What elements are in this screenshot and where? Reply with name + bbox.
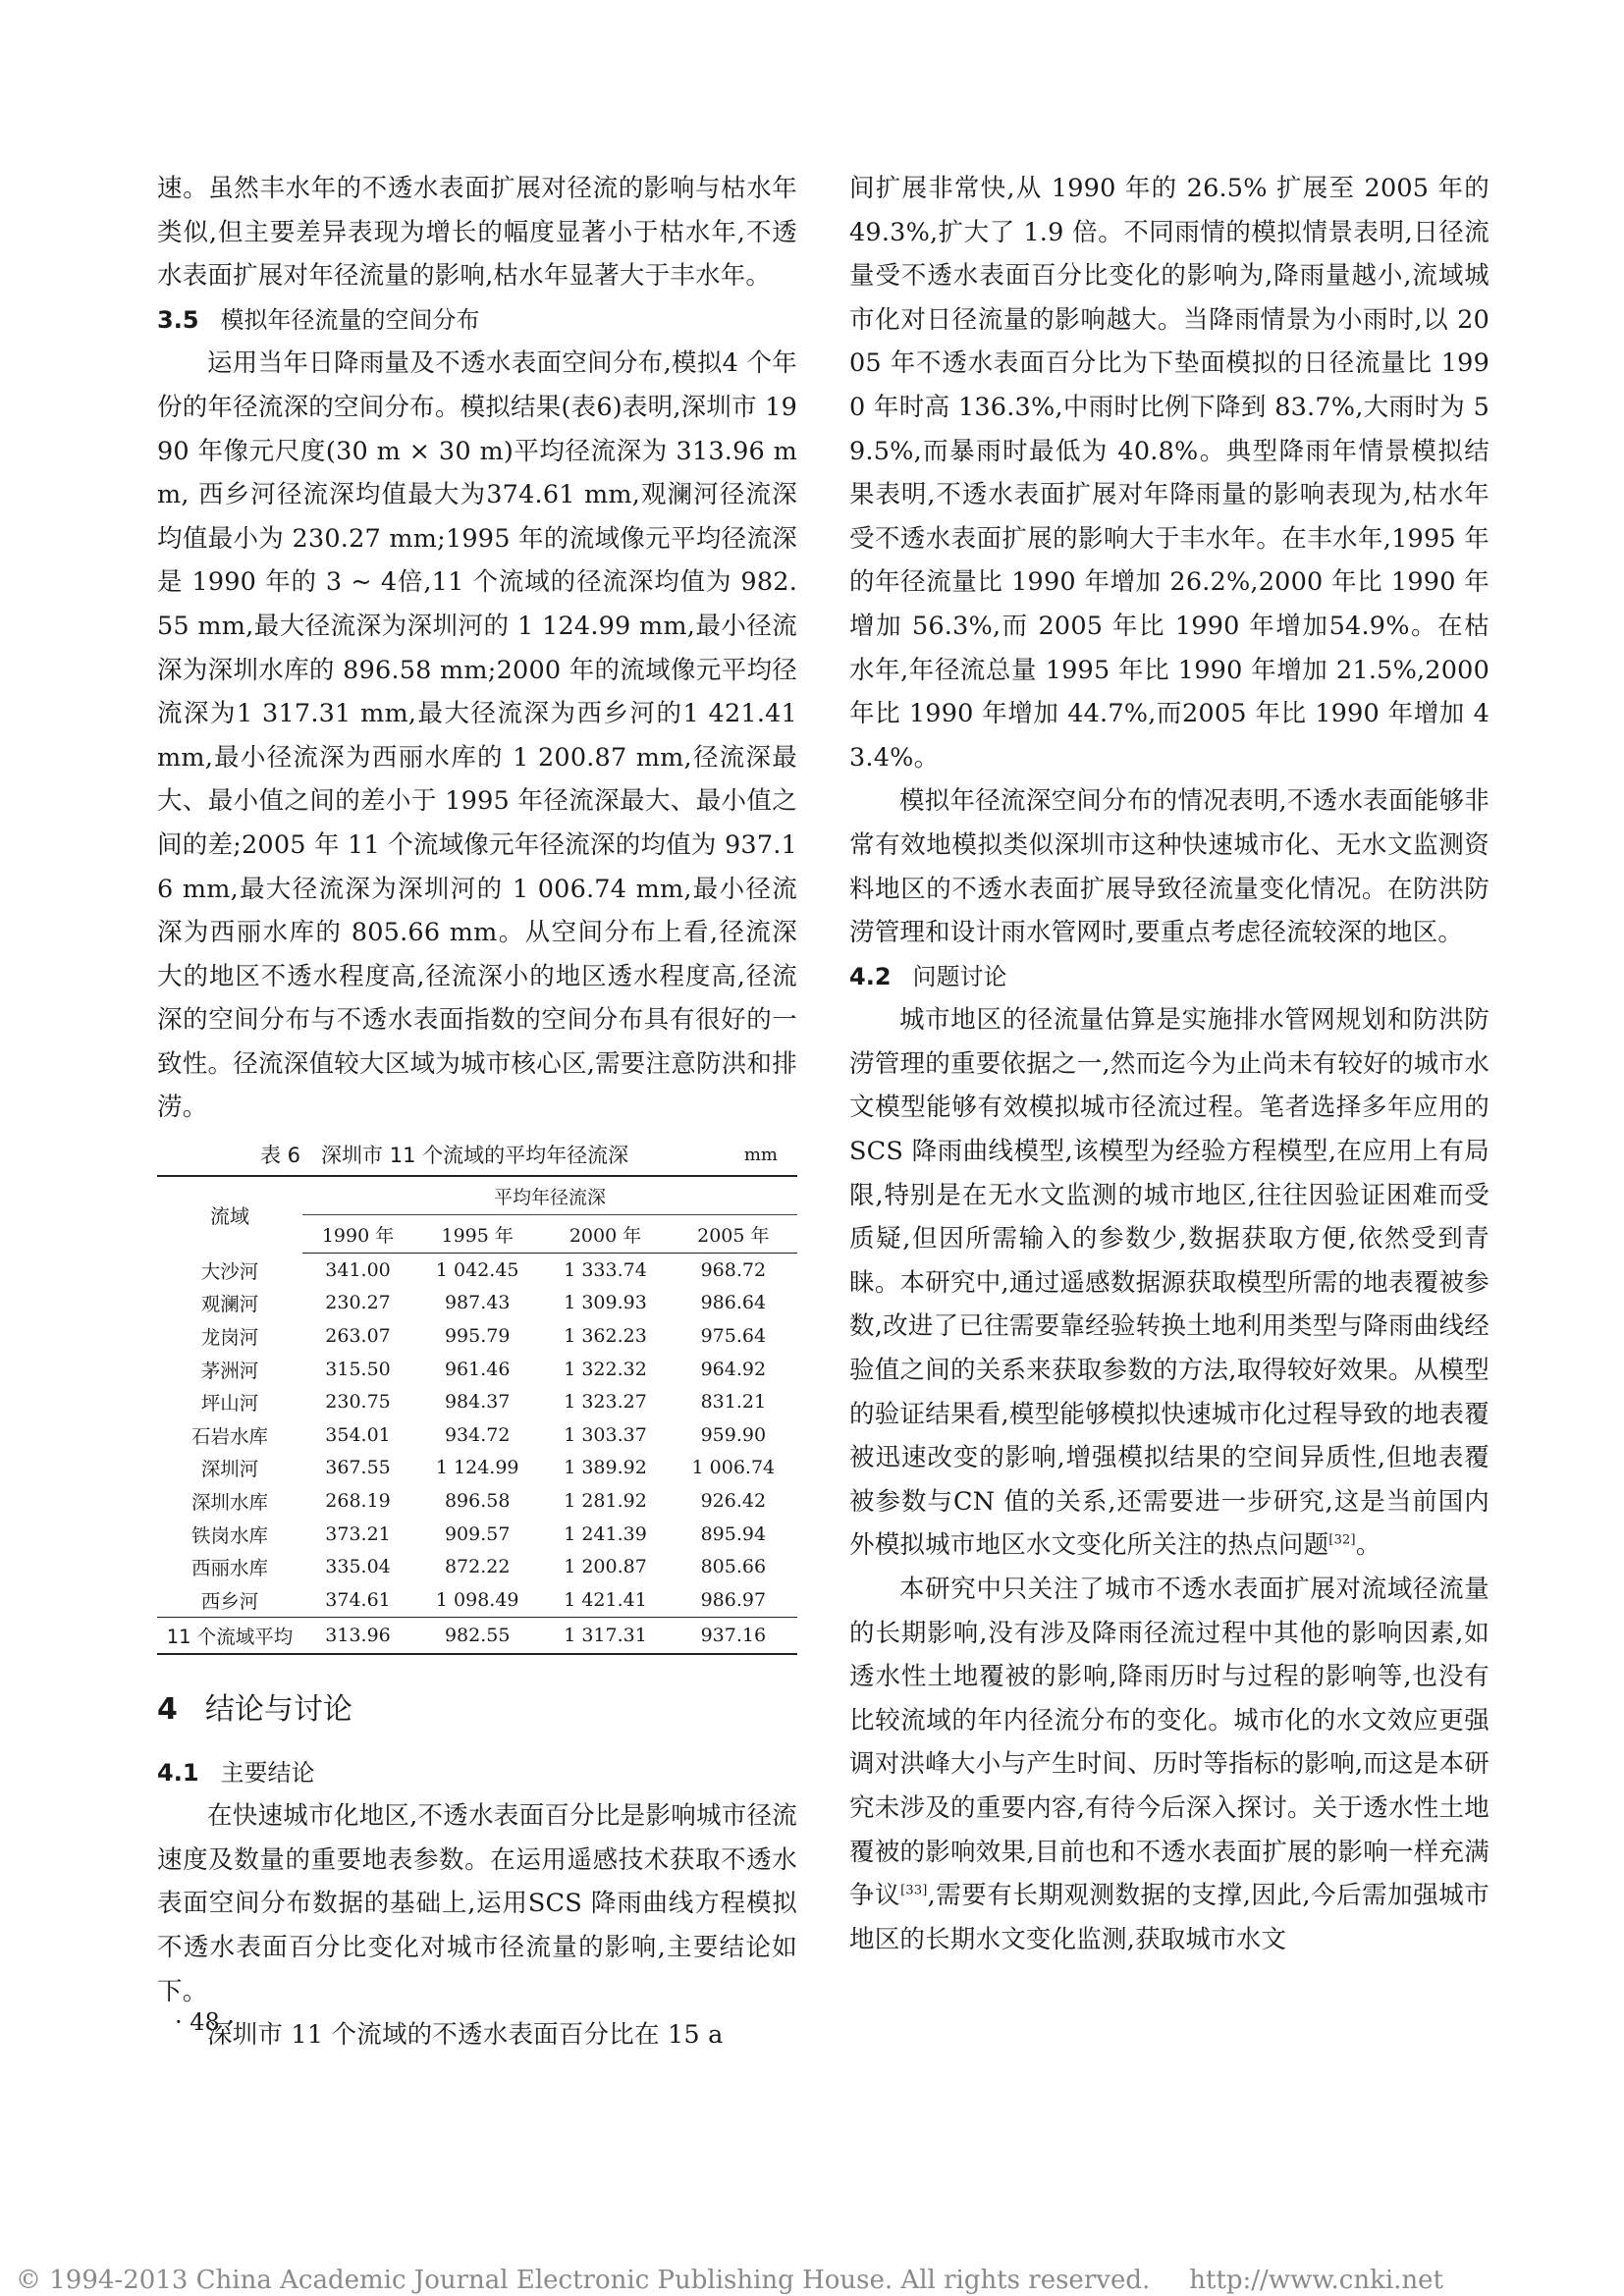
basin-name-cell: 龙岗河 xyxy=(200,1326,259,1350)
runoff-value-cell: 896.58 xyxy=(444,1490,511,1513)
runoff-value-cell: 805.66 xyxy=(700,1556,767,1578)
runoff-value-cell: 367.55 xyxy=(325,1457,391,1479)
paragraph: 深圳市 11 个流域的不透水表面百分比在 15 a xyxy=(207,2020,724,2051)
table-title: 表 6 深圳市 11 个流域的平均年径流深 xyxy=(260,1144,629,1168)
table-row xyxy=(157,1518,797,1551)
runoff-value-cell: 1 421.41 xyxy=(564,1588,647,1611)
runoff-value-cell: 1 006.74 xyxy=(691,1457,776,1479)
runoff-value-cell: 268.19 xyxy=(325,1490,391,1513)
runoff-value-cell: 968.72 xyxy=(700,1258,767,1281)
runoff-value-cell: 1 303.37 xyxy=(564,1423,647,1446)
runoff-value-cell: 373.21 xyxy=(325,1522,391,1545)
runoff-value-cell: 1 323.27 xyxy=(564,1391,647,1414)
subsection-title: 模拟年径流量的空间分布 xyxy=(220,305,480,334)
table-row xyxy=(157,1583,797,1617)
subsection-heading-4-1 xyxy=(157,1751,797,1795)
subsection-heading-4-2 xyxy=(849,955,1489,999)
paragraph xyxy=(849,998,1489,1568)
table-row-header: 流域 xyxy=(157,1176,302,1254)
page-number: · 48 · xyxy=(175,2008,236,2036)
runoff-value-cell: 831.21 xyxy=(700,1391,767,1414)
runoff-value-cell: 986.97 xyxy=(700,1588,767,1611)
runoff-value-cell: 959.90 xyxy=(700,1423,767,1446)
table-row xyxy=(157,1287,797,1320)
runoff-value-cell: 872.22 xyxy=(444,1556,511,1578)
runoff-value-cell: 374.61 xyxy=(325,1588,391,1611)
table-row xyxy=(157,1385,797,1418)
runoff-value-cell: 1 333.74 xyxy=(564,1258,647,1281)
runoff-value-cell: 1 322.32 xyxy=(564,1358,647,1380)
runoff-value-cell: 230.75 xyxy=(325,1391,391,1414)
left-column xyxy=(157,167,797,2057)
paragraph xyxy=(849,1568,1489,1961)
runoff-value-cell: 984.37 xyxy=(444,1391,511,1414)
basin-name-cell: 深圳水库 xyxy=(190,1491,268,1515)
copyright-footer xyxy=(16,2266,1443,2295)
subsection-title: 问题讨论 xyxy=(912,962,1007,990)
paragraph: 运用当年日降雨量及不透水表面空间分布,模拟4 个年份的年径流深的空间分布。模拟结果(表6)表明,深圳市 1990 年像元尺度(30 m × 30 m)平均径流深为 313.96 mm, 西乡河径流深均值最大为374.61 mm,观澜河径流深均值最小为 230.27 mm;1995 年的流域像元平均径流深是 1990 年的 3 ~ 4倍,11 个流域的径流深均值为 982.55 mm,最大径流深为深圳河的 1 124.99 mm,最小径流深为深圳水库的 896.58 mm;2000 年的流域像元平均径流深为1 317.31 mm,最大径流深为西乡河的1 421.41 mm,最小径流深为西丽水库的 1 200.87 mm,径流深最大、最小值之间的差小于 1995 年径流深最大、最小值之间的差;2005 年 11 个流域像元年径流深的均值为 937.16 mm,最大径流深为深圳河的 1 006.74 mm,最小径流深为西丽水库的 805.66 mm。从空间分布上看,径流深大的地区不透水程度高,径流深小的地区透水程度高,径流深的空间分布与不透水表面指数的空间分布具有很好的一致性。径流深值较大区域为城市核心区,需要注意防洪和排涝。 xyxy=(157,348,797,1123)
basin-name-cell: 坪山河 xyxy=(200,1392,259,1415)
basin-name-cell: 石岩水库 xyxy=(190,1424,268,1448)
basin-name-cell: 深圳河 xyxy=(200,1458,259,1481)
runoff-value-cell: 975.64 xyxy=(700,1325,767,1348)
runoff-value-cell: 961.46 xyxy=(444,1358,511,1380)
runoff-value-cell: 315.50 xyxy=(325,1358,391,1380)
basin-name-cell: 茅洲河 xyxy=(200,1359,259,1382)
total-value-cell: 1 317.31 xyxy=(541,1617,669,1654)
paragraph: 在快速城市化地区,不透水表面百分比是影响城市径流速度及数量的重要地表参数。在运用遥感技术获取不透水表面空间分布数据的基础上,运用SCS 降雨曲线方程模拟不透水表面百分比变化对城市径流量的影响,主要结论如下。 xyxy=(157,1801,797,2006)
basin-name-cell: 观澜河 xyxy=(200,1293,259,1316)
runoff-value-cell: 986.64 xyxy=(700,1292,767,1314)
table-row xyxy=(157,1550,797,1583)
table-total-row xyxy=(157,1617,797,1654)
runoff-value-cell: 926.42 xyxy=(700,1490,767,1513)
paragraph: 模拟年径流深空间分布的情况表明,不透水表面能够非常有效地模拟类似深圳市这种快速城市化、无水文监测资料地区的不透水表面扩展导致径流量变化情况。在防洪防涝管理和设计雨水管网时,要重点考虑径流较深的地区。 xyxy=(849,786,1489,948)
runoff-value-cell: 1 042.45 xyxy=(435,1258,519,1281)
subsection-number: 3.5 xyxy=(157,305,199,334)
table-row xyxy=(157,1418,797,1452)
paragraph: 速。虽然丰水年的不透水表面扩展对径流的影响与枯水年类似,但主要差异表现为增长的幅度显著小于枯水年,不透水表面扩展对年径流量的影响,枯水年显著大于丰水年。 xyxy=(157,174,797,292)
paragraph: 间扩展非常快,从 1990 年的 26.5% 扩展至 2005 年的 49.3%,扩大了 1.9 倍。不同雨情的模拟情景表明,日径流量受不透水表面百分比变化的影响为,降雨量越小,流域城市化对日径流量的影响越大。当降雨情景为小雨时,以 2005 年不透水表面百分比为下垫面模拟的日径流量比 1990 年时高 136.3%,中雨时比例下降到 83.7%,大雨时为 59.5%,而暴雨时最低为 40.8%。典型降雨年情景模拟结果表明,不透水表面扩展对年降雨量的影响表现为,枯水年受不透水表面扩展的影响大于丰水年。在丰水年,1995 年的年径流量比 1990 年增加 26.2%,2000 年比 1990 年增加 56.3%,而 2005 年比 1990 年增加54.9%。在枯水年,年径流总量 1995 年比 1990 年增加 21.5%,2000 年比 1990 年增加 44.7%,而2005 年比 1990 年增加 43.4%。 xyxy=(849,174,1489,773)
runoff-value-cell: 987.43 xyxy=(444,1292,511,1314)
basin-name-cell: 西丽水库 xyxy=(190,1557,268,1580)
table-row xyxy=(157,1319,797,1353)
section-heading-4 xyxy=(157,1686,797,1734)
runoff-value-cell: 934.72 xyxy=(444,1423,511,1446)
table-year-header: 1990 年 xyxy=(302,1215,413,1254)
table-unit: mm xyxy=(743,1145,778,1166)
runoff-value-cell: 1 241.39 xyxy=(564,1522,647,1545)
subsection-number: 4.1 xyxy=(157,1758,199,1787)
table-group-header: 平均年径流深 xyxy=(302,1176,797,1215)
runoff-value-cell: 354.01 xyxy=(325,1423,391,1446)
citation-33: [33] xyxy=(900,1883,928,1898)
paragraph-text: 本研究中只关注了城市不透水表面扩展对流域径流量的长期影响,没有涉及降雨径流过程中其他的影响因素,如透水性土地覆被的影响,降雨历时与过程的影响等,也没有比较流域的年内径流分布的变化。城市化的水文效应更强调对洪峰大小与产生时间、历时等指标的影响,而这是本研究未涉及的重要内容,有待今后深入探讨。关于透水性土地覆被的影响效果,目前也和不透水表面扩展的影响一样充满争议 xyxy=(849,1575,1489,1911)
table-row xyxy=(157,1484,797,1518)
table-year-header: 1995 年 xyxy=(413,1215,541,1254)
subsection-title: 主要结论 xyxy=(220,1758,315,1787)
citation-32: [32] xyxy=(1328,1532,1356,1548)
total-value-cell: 982.55 xyxy=(413,1617,541,1654)
runoff-value-cell: 895.94 xyxy=(700,1522,767,1545)
subsection-number: 4.2 xyxy=(849,962,892,990)
runoff-value-cell: 1 389.92 xyxy=(564,1457,647,1479)
runoff-value-cell: 230.27 xyxy=(325,1292,391,1314)
paragraph-text-end: 。 xyxy=(1355,1530,1381,1561)
table-row xyxy=(157,1353,797,1386)
right-column xyxy=(849,167,1489,1961)
runoff-value-cell: 263.07 xyxy=(325,1325,391,1348)
runoff-value-cell: 1 362.23 xyxy=(564,1325,647,1348)
runoff-value-cell: 909.57 xyxy=(444,1522,511,1545)
paragraph-text-end: ,需要有长期观测数据的支撑,因此,今后需加强城市地区的长期水文变化监测,获取城市水文 xyxy=(849,1881,1489,1954)
paragraph-text: 城市地区的径流量估算是实施排水管网规划和防洪防涝管理的重要依据之一,然而迄今为止尚未有较好的城市水文模型能够有效模拟城市径流过程。笔者选择多年应用的 SCS 降雨曲线模型,该模型为经验方程模型,在应用上有局限,特别是在无水文监测的城市地区,往往因验证困难而受质疑,但因所需输入的参数少,数据获取方便,依然受到青睐。本研究中,通过遥感数据源获取模型所需的地表覆被参数,改进了已往需要靠经验转换土地利用类型与降雨曲线经验值之间的关系来获取参数的方法,取得较好效果。从模型的验证结果看,模型能够模拟快速城市化过程导致的地表覆被迅速改变的影响,增强模拟结果的空间异质性,但地表覆被参数与CN 值的关系,还需要进一步研究,这是当前国内外模拟城市地区水文变化所关注的热点问题 xyxy=(849,1005,1489,1561)
runoff-value-cell: 1 281.92 xyxy=(564,1490,647,1513)
runoff-value-cell: 335.04 xyxy=(325,1556,391,1578)
table-year-header: 2005 年 xyxy=(670,1215,797,1254)
section-number: 4 xyxy=(157,1691,178,1727)
runoff-value-cell: 964.92 xyxy=(700,1358,767,1380)
table-year-header: 2000 年 xyxy=(541,1215,669,1254)
runoff-value-cell: 1 309.93 xyxy=(564,1292,647,1314)
basin-name-cell: 西乡河 xyxy=(200,1589,259,1613)
runoff-table xyxy=(157,1175,797,1655)
table-caption xyxy=(157,1136,797,1175)
runoff-value-cell: 1 124.99 xyxy=(435,1457,519,1479)
footer-url: http://www.cnki.net xyxy=(1189,2266,1443,2295)
table-row xyxy=(157,1254,797,1287)
total-value-cell: 937.16 xyxy=(670,1617,797,1654)
table-row xyxy=(157,1452,797,1485)
basin-name-cell: 铁岗水库 xyxy=(190,1523,268,1547)
subsection-heading-3-5 xyxy=(157,298,797,343)
runoff-value-cell: 995.79 xyxy=(444,1325,511,1348)
copyright-text: © 1994-2013 China Academic Journal Electronic Publishing House. All rights reserved. xyxy=(16,2266,1151,2295)
runoff-value-cell: 341.00 xyxy=(325,1258,391,1281)
total-value-cell: 313.96 xyxy=(302,1617,413,1654)
section-title: 结论与讨论 xyxy=(204,1691,352,1727)
runoff-value-cell: 1 098.49 xyxy=(435,1588,519,1611)
basin-name-cell: 大沙河 xyxy=(200,1259,259,1283)
runoff-value-cell: 1 200.87 xyxy=(564,1556,647,1578)
total-label-cell: 11 个流域平均 xyxy=(157,1617,302,1654)
